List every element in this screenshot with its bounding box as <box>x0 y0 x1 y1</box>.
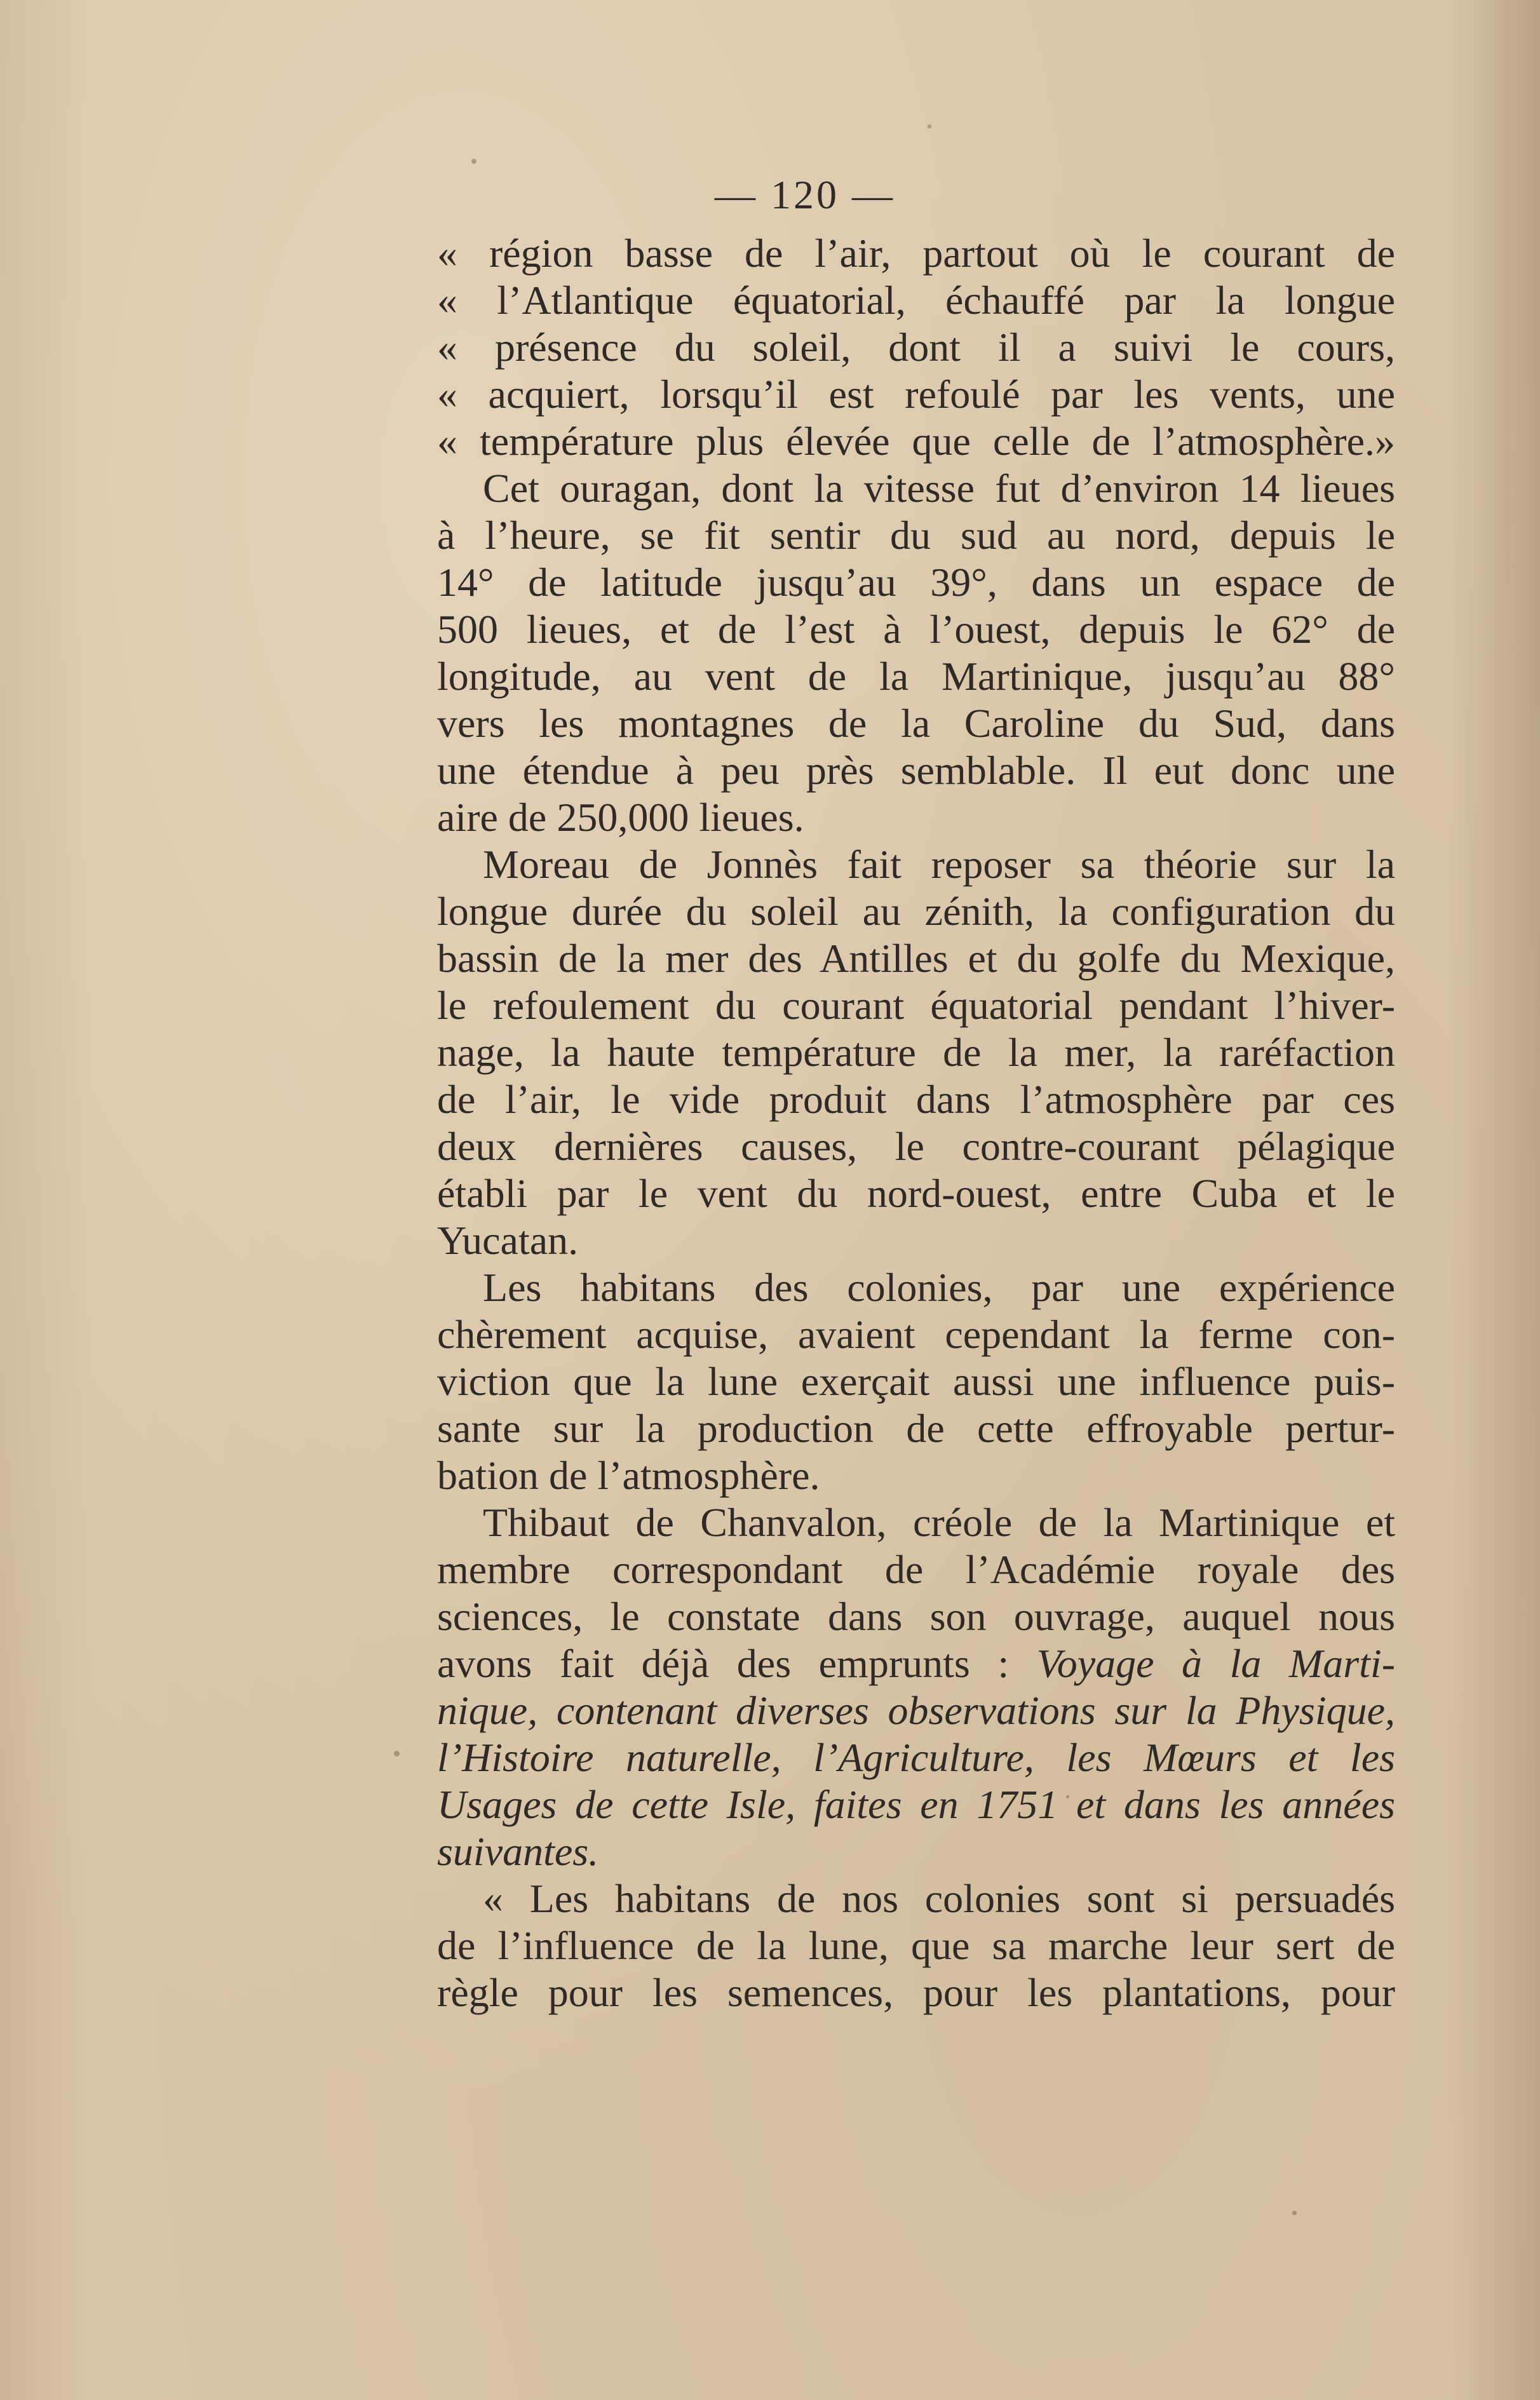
text-line: « présence du soleil, dont il a suivi le cours, <box>437 325 1395 370</box>
text-line: membre correspondant de l’Académie royale des <box>437 1547 1395 1592</box>
page-number: — 120 — <box>715 172 895 217</box>
body-text <box>437 230 1395 2016</box>
text-line: chèrement acquise, avaient cependant la ferme con- <box>437 1312 1395 1357</box>
text-line: règle pour les semences, pour les plantations, pour <box>437 1970 1395 2015</box>
text-line: vers les montagnes de la Caroline du Sud, dans <box>437 701 1395 746</box>
text-line: Moreau de Jonnès fait reposer sa théorie sur la <box>483 842 1395 887</box>
text-line <box>437 1781 1395 1828</box>
text-line: une étendue à peu près semblable. Il eut donc une <box>437 748 1395 793</box>
text-line: viction que la lune exerçait aussi une influence puis- <box>437 1359 1395 1404</box>
text-line: Cet ouragan, dont la vitesse fut d’environ 14 lieues <box>483 466 1395 511</box>
text-line: « Les habitans de nos colonies sont si persuadés <box>483 1876 1395 1921</box>
paper-speck <box>471 159 476 164</box>
paper-speck <box>394 1751 400 1756</box>
text-line: le refoulement du courant équatorial pendant l’hiver- <box>437 983 1395 1028</box>
text-line: Yucatan. <box>437 1218 579 1263</box>
text-line <box>437 1828 1395 1875</box>
text-line: Les habitans des colonies, par une expérience <box>483 1265 1395 1310</box>
text-line: aire de 250,000 lieues. <box>437 795 804 840</box>
italic-title-text: Voyage à la Marti- <box>1036 1641 1395 1686</box>
text-line: 14° de latitude jusqu’au 39°, dans un espace de <box>437 560 1395 605</box>
text-line: bassin de la mer des Antilles et du golfe du Mexique, <box>437 936 1395 981</box>
text-line: de l’air, le vide produit dans l’atmosphère par ces <box>437 1077 1395 1122</box>
italic-title-text: suivantes. <box>437 1829 599 1874</box>
text-line: établi par le vent du nord-ouest, entre Cuba et le <box>437 1171 1395 1216</box>
text-line <box>437 1687 1395 1734</box>
text-line: deux dernières causes, le contre-courant pélagique <box>437 1124 1395 1169</box>
text-line: longitude, au vent de la Martinique, jusqu’au 88° <box>437 654 1395 699</box>
text-line: « acquiert, lorsqu’il est refoulé par les vents, une <box>437 372 1395 417</box>
italic-title-text: Usages de cette Isle, faites en 1751 et dans les années <box>437 1782 1395 1827</box>
text-line: longue durée du soleil au zénith, la configuration du <box>437 889 1395 934</box>
text-line: « région basse de l’air, partout où le courant de <box>437 231 1395 276</box>
text-line: Thibaut de Chanvalon, créole de la Martinique et <box>483 1500 1395 1545</box>
paper-speck <box>1066 1795 1069 1798</box>
text-line <box>437 1734 1395 1781</box>
text-line: 500 lieues, et de l’est à l’ouest, depuis le 62° de <box>437 607 1395 652</box>
text-line: « température plus élevée que celle de l’atmosphère.» <box>437 419 1395 464</box>
text-line: sciences, le constate dans son ouvrage, auquel nous <box>437 1594 1395 1639</box>
text-line: de l’influence de la lune, que sa marche leur sert de <box>437 1923 1395 1968</box>
text-line: sante sur la production de cette effroyable pertur- <box>437 1406 1395 1451</box>
italic-title-text: nique, contenant diverses observations sur la Physique, <box>437 1688 1395 1733</box>
text-line <box>437 1640 1395 1687</box>
italic-title-text: l’Histoire naturelle, l’Agriculture, les Mœurs et les <box>437 1735 1395 1780</box>
text-run: avons fait déjà des emprunts : <box>437 1641 1037 1686</box>
text-line: bation de l’atmosphère. <box>437 1453 820 1498</box>
text-line: nage, la haute température de la mer, la raréfaction <box>437 1030 1395 1075</box>
paper-speck <box>1292 2211 1297 2215</box>
paper-speck <box>928 125 931 128</box>
text-line: à l’heure, se fit sentir du sud au nord, depuis le <box>437 513 1395 558</box>
text-line: « l’Atlantique équatorial, échauffé par la longue <box>437 278 1395 323</box>
